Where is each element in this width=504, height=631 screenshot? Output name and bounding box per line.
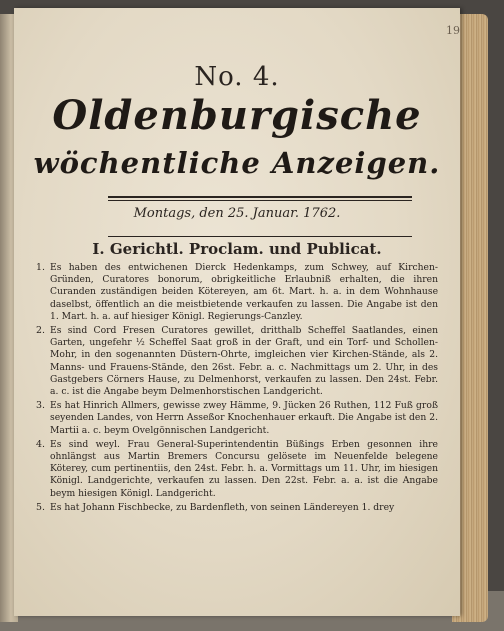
masthead-rule-top — [108, 196, 412, 198]
entry-text: Es sind weyl. Frau General-Superintendentin Büßings Erben gesonnen ihre ohnlängst aus Martin Bremers Concursu gelösete im Neuenfelde belegene Köterey, cum pertinentiis, den 24st. Febr. h. a. Vormittags um 11. Uhr, im hiesigen Königl. Landgerichte, verkaufen zu lassen. Den 22st. Febr. a. a. ist die Angabe beym hiesigen Königl. Landgericht. — [50, 438, 438, 499]
entry-text: Es haben des entwichenen Dierck Hedenkamps, zum Schwey, auf Kirchen-Gründen, Curatores bonorum, obrigkeitliche Erlaubniß erhalten, die ihren Curanden zuständigen beiden Kötereyen, am 6t. Mart. h. a. in dem Wohnhause daselbst, öffentlich an die meistbietende verkaufen zu lassen. Die Angabe ist den 1. Mart. h. a. auf hiesiger Königl. Regierungs-Canzley. — [50, 262, 438, 322]
notice-entry — [36, 439, 438, 500]
issue-number: No. 4. — [194, 62, 280, 92]
notice-entry — [36, 262, 438, 323]
entry-number: 1. — [36, 262, 45, 273]
document-page — [14, 8, 460, 616]
page-number: 19 — [446, 24, 460, 37]
entry-number: 5. — [36, 501, 45, 513]
masthead-rule-bottom — [108, 236, 412, 237]
entry-number: 2. — [36, 325, 45, 337]
masthead-title-line-2: wöchentliche Anzeigen. — [33, 146, 441, 180]
masthead-title-line-1: Oldenburgische — [52, 92, 422, 139]
notice-entry — [36, 400, 438, 437]
issue-date: Montags, den 25. Januar. 1762. — [133, 206, 341, 221]
notice-entry — [36, 502, 438, 514]
entry-text: Es hat Hinrich Allmers, gewisse zwey Hämme, 9. Jücken 26 Ruthen, 112 Fuß groß seyenden Landes, von Herrn Asseßor Knochenhauer erkauft. Die Angabe ist den 2. Martii a. c. beym Ovelgönnischen Landgericht. — [50, 400, 438, 436]
section-heading: I. Gerichtl. Proclam. und Publicat. — [92, 240, 382, 258]
notice-list — [36, 262, 438, 516]
masthead-rule-top-thin — [108, 200, 412, 201]
entry-text: Es sind Cord Fresen Curatores gewillet, dritthalb Scheffel Saatlandes, einen Garten, ungefehr ½ Scheffel Saat groß in der Graft, und ein Torf- und Schollen-Mohr, in den sogenannten Düstern-Ohrte, imgleichen vier Kirchen-Stände, als 2. Manns- und Frauens-Stände, den 26st. Febr. a. c. Nachmittags um 2. Uhr, in des Gastgebers Cörners Hause, zu Delmenhorst, verkaufen zu lassen. Den 24st. Febr. a. c. ist die Angabe beym Delmenhorstischen Landgericht. — [50, 325, 438, 398]
entry-number: 4. — [36, 438, 45, 450]
entry-text: Es hat Johann Fischbecke, zu Bardenfleth, von seinen Ländereyen 1. drey — [50, 501, 395, 513]
entry-number: 3. — [36, 400, 45, 412]
notice-entry — [36, 325, 438, 398]
